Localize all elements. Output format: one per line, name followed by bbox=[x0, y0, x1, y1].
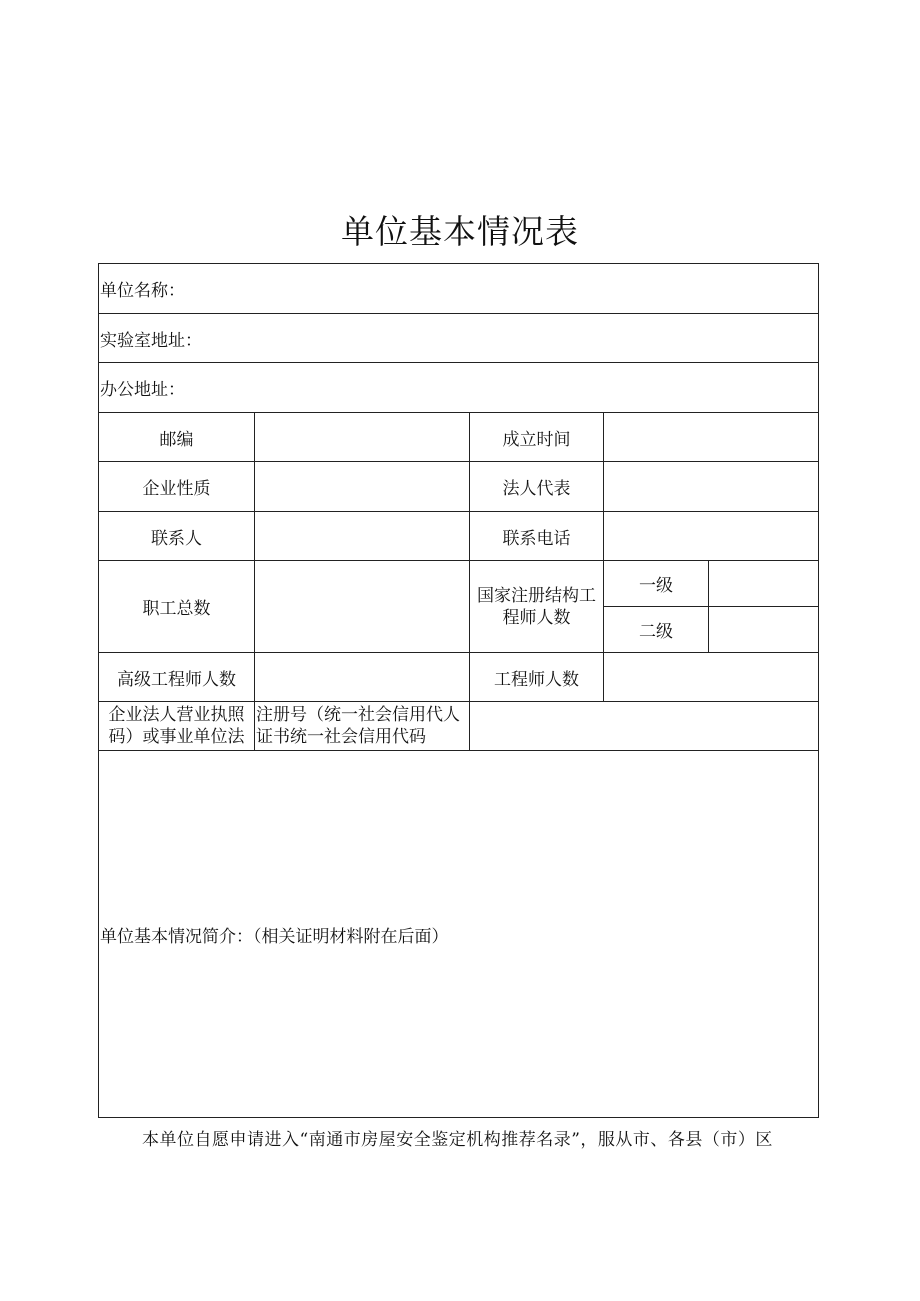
legal-rep-label: 法人代表 bbox=[470, 462, 604, 512]
engineers-value-cell[interactable] bbox=[604, 653, 819, 702]
contact-value-cell[interactable] bbox=[255, 512, 470, 561]
total-staff-value-cell[interactable] bbox=[255, 561, 470, 653]
contact-label: 联系人 bbox=[99, 512, 255, 561]
contact-phone-label: 联系电话 bbox=[470, 512, 604, 561]
postcode-label: 邮编 bbox=[99, 413, 255, 462]
page-title: 单位基本情况表 bbox=[341, 212, 579, 251]
declaration-text: 本单位自愿申请进入“南通市房屋安全鉴定机构推荐名录”，服从市、各县（市）区 bbox=[142, 1130, 773, 1150]
unit-name-field[interactable]: 单位名称： bbox=[99, 264, 819, 314]
level-two-value-cell[interactable] bbox=[709, 607, 819, 653]
enterprise-type-value-cell[interactable] bbox=[255, 462, 470, 512]
unit-info-table bbox=[98, 263, 819, 1118]
level-one-label: 一级 bbox=[604, 561, 709, 607]
senior-engineers-value-cell[interactable] bbox=[255, 653, 470, 702]
contact-phone-value-cell[interactable] bbox=[604, 512, 819, 561]
founded-label: 成立时间 bbox=[470, 413, 604, 462]
level-one-value-cell[interactable] bbox=[709, 561, 819, 607]
description-label: 单位基本情况简介：（相关证明材料附在后面） bbox=[100, 926, 449, 947]
license-label-cont bbox=[255, 702, 470, 751]
license-value-cell[interactable] bbox=[470, 702, 819, 751]
license-label-cont-text: 注册号（统一社会信用代人证书统一社会信用代码 bbox=[256, 705, 460, 747]
office-address-field[interactable]: 办公地址： bbox=[99, 363, 819, 413]
registered-engineers-label bbox=[470, 561, 604, 653]
engineers-label: 工程师人数 bbox=[470, 653, 604, 702]
postcode-value-cell[interactable] bbox=[255, 413, 470, 462]
description-field[interactable] bbox=[99, 751, 819, 1118]
total-staff-label: 职工总数 bbox=[99, 561, 255, 653]
legal-rep-value-cell[interactable] bbox=[604, 462, 819, 512]
lab-address-field[interactable]: 实验室地址： bbox=[99, 314, 819, 363]
senior-engineers-label: 高级工程师人数 bbox=[99, 653, 255, 702]
license-label bbox=[99, 702, 255, 751]
registered-engineers-text: 国家注册结构工程师人数 bbox=[477, 585, 596, 628]
enterprise-type-label: 企业性质 bbox=[99, 462, 255, 512]
level-two-label: 二级 bbox=[604, 607, 709, 653]
license-label-text: 企业法人营业执照码）或事业单位法 bbox=[108, 705, 245, 747]
founded-value-cell[interactable] bbox=[604, 413, 819, 462]
